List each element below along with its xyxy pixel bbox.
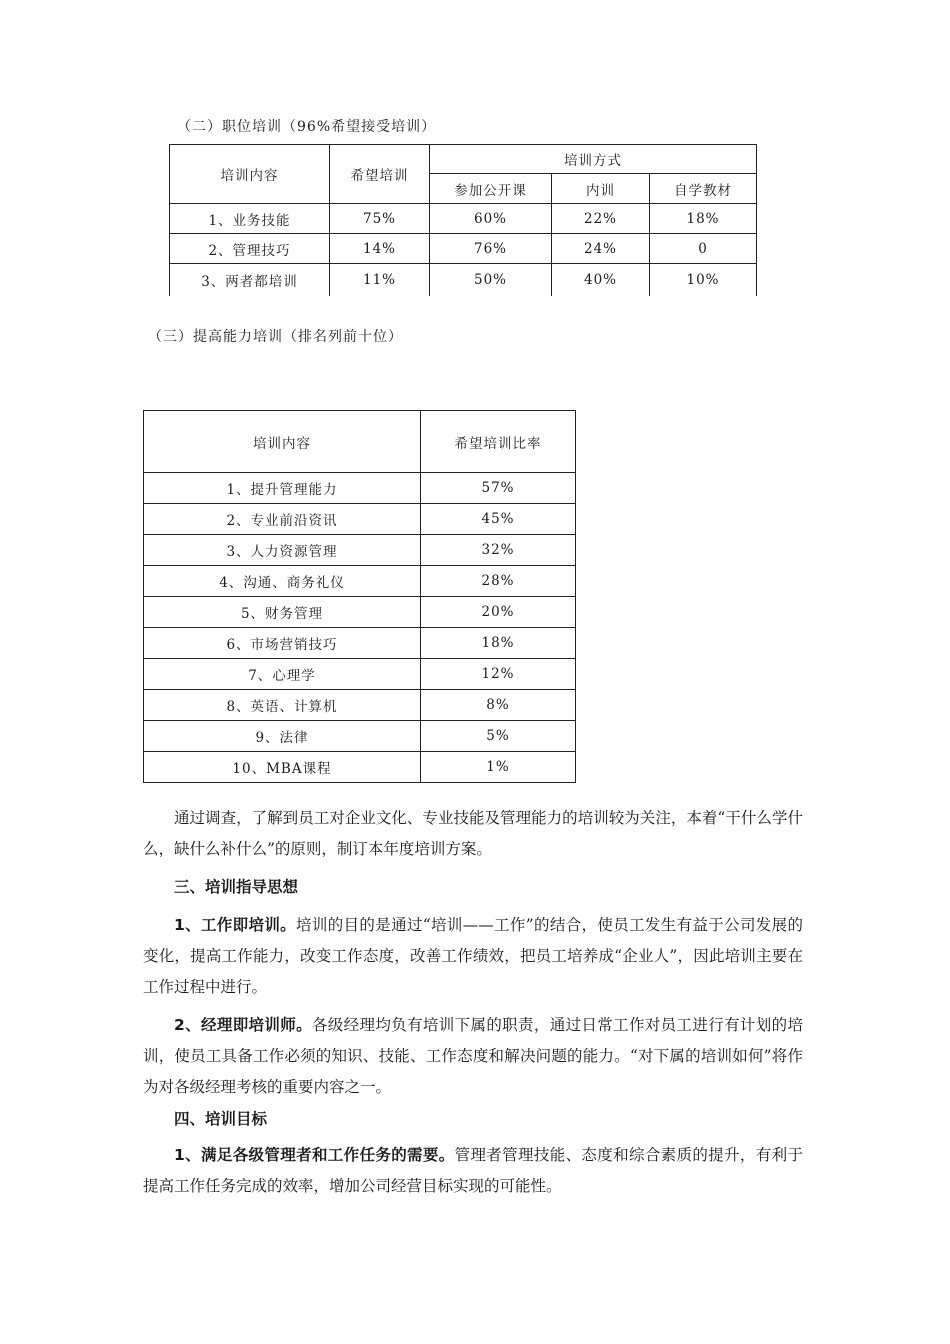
cell-content: 4、沟通、商务礼仪 [144,566,421,597]
summary-paragraph [143,803,803,865]
header-content: 培训内容 [144,411,421,473]
paragraph-manager-is-trainer [143,1010,803,1103]
section2-caption: （二）职位培训（96%希望接受培训） [177,119,437,135]
table-row [144,752,576,783]
header-method-self: 自学教材 [650,174,757,204]
header-hope: 希望培训 [330,145,430,204]
cell-public: 76% [430,234,552,264]
cell-content: 7、心理学 [144,659,421,690]
cell-internal: 24% [552,234,650,264]
cell-public: 50% [430,264,552,296]
cell-ratio: 8% [421,690,576,721]
cell-content: 1、业务技能 [170,204,330,234]
cell-content: 2、管理技巧 [170,234,330,264]
paragraph-text: 各级经理均负有培训下属的职责，通过日常工作对员工进行有计划的培训，使员工具备工作必须的知识、技能、工作态度和解决问题的能力。“对下属的培训如何”将作为对各级经理考核的重要内容之一。 [143,1016,803,1096]
paragraph-text: 培训的目的是通过“培训——工作”的结合，使员工发生有益于公司发展的变化，提高工作能力，改变工作态度，改善工作绩效，把员工培养成“企业人”，因此培训主要在工作过程中进行。 [143,916,803,996]
table-row [144,597,576,628]
paragraph-lead: 2、经理即培训师。 [174,1016,312,1034]
header-method-internal: 内训 [552,174,650,204]
position-training-table [169,144,757,296]
cell-ratio: 32% [421,535,576,566]
heading-guiding-principles: 三、培训指导思想 [174,878,299,896]
cell-content: 6、市场营销技巧 [144,628,421,659]
cell-ratio: 20% [421,597,576,628]
table-row [144,535,576,566]
cell-content: 3、人力资源管理 [144,535,421,566]
header-content: 培训内容 [170,145,330,204]
cell-ratio: 18% [421,628,576,659]
cell-content: 3、两者都培训 [170,264,330,296]
ability-training-table [143,410,576,783]
cell-hope: 75% [330,204,430,234]
cell-content: 5、财务管理 [144,597,421,628]
table-row [144,659,576,690]
table-row [144,690,576,721]
table-row [170,234,757,264]
cell-internal: 22% [552,204,650,234]
summary-text: 通过调查，了解到员工对企业文化、专业技能及管理能力的培训较为关注，本着“干什么学什么，缺什么补什么”的原则，制订本年度培训方案。 [143,809,803,858]
paragraph-lead: 1、满足各级管理者和工作任务的需要。 [174,1146,455,1164]
cell-ratio: 57% [421,473,576,504]
table-row [170,264,757,296]
cell-self: 10% [650,264,757,296]
table-row [144,628,576,659]
table-row [170,204,757,234]
paragraph-lead: 1、工作即培训。 [174,916,297,934]
header-method-public: 参加公开课 [430,174,552,204]
cell-content: 8、英语、计算机 [144,690,421,721]
paragraph-work-is-training [143,910,803,1003]
table-row [144,473,576,504]
cell-internal: 40% [552,264,650,296]
header-method: 培训方式 [430,145,757,174]
cell-public: 60% [430,204,552,234]
paragraph-meet-needs [143,1140,803,1202]
cell-ratio: 45% [421,504,576,535]
cell-content: 9、法律 [144,721,421,752]
heading-training-goals: 四、培训目标 [174,1110,268,1128]
table-row [144,721,576,752]
table-row [144,504,576,535]
section3-caption: （三）提高能力培训（排名列前十位） [148,329,403,345]
cell-ratio: 28% [421,566,576,597]
cell-content: 10、MBA课程 [144,752,421,783]
cell-hope: 11% [330,264,430,296]
cell-self: 0 [650,234,757,264]
cell-ratio: 1% [421,752,576,783]
cell-self: 18% [650,204,757,234]
cell-hope: 14% [330,234,430,264]
cell-content: 2、专业前沿资讯 [144,504,421,535]
cell-ratio: 5% [421,721,576,752]
paragraph-text: 管理者管理技能、态度和综合素质的提升，有利于提高工作任务完成的效率，增加公司经营目标实现的可能性。 [143,1146,803,1195]
header-ratio: 希望培训比率 [421,411,576,473]
cell-ratio: 12% [421,659,576,690]
table-row [144,566,576,597]
cell-content: 1、提升管理能力 [144,473,421,504]
